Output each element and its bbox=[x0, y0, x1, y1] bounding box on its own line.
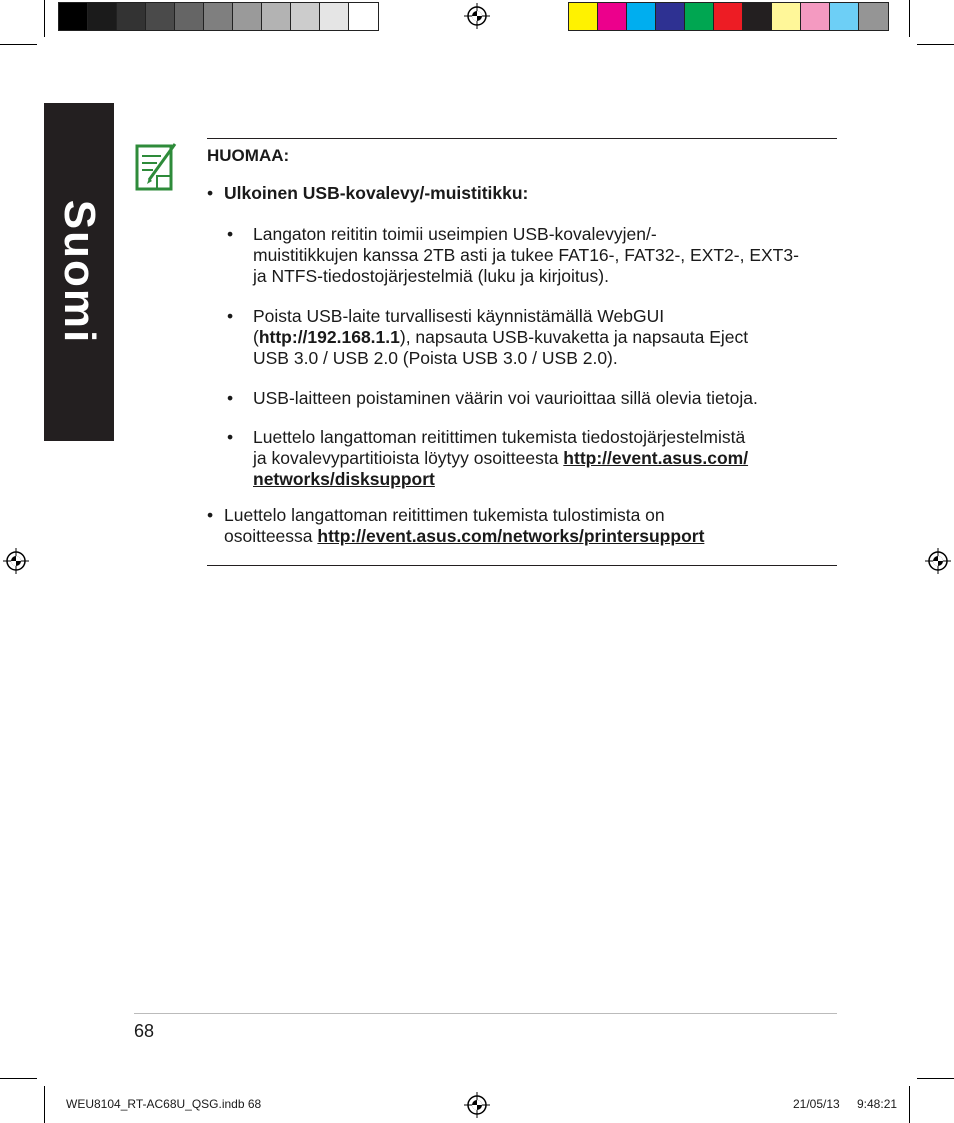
process-swatch bbox=[685, 3, 714, 30]
grayscale-swatch bbox=[175, 3, 204, 30]
disk-line-3 bbox=[253, 469, 843, 490]
crop-mark-bottom-left-v bbox=[44, 1086, 45, 1123]
process-swatch bbox=[627, 3, 656, 30]
note-title: HUOMAA: bbox=[207, 146, 290, 165]
registration-mark-top-icon bbox=[464, 3, 490, 29]
print-slug-filename: WEU8104_RT-AC68U_QSG.indb 68 bbox=[66, 1097, 262, 1111]
registration-mark-right-icon bbox=[925, 548, 951, 574]
bullet: • bbox=[207, 183, 214, 203]
crop-mark-bottom-left-h bbox=[0, 1078, 37, 1079]
compat-line-1: Langaton reititin toimii useimpien USB-kovalevyjen/- bbox=[253, 224, 657, 244]
usb-heading: Ulkoinen USB-kovalevy/-muistitikku: bbox=[224, 183, 529, 203]
webgui-url[interactable]: http://192.168.1.1 bbox=[258, 327, 400, 347]
page-footer-rule bbox=[134, 1013, 837, 1014]
bullet: • bbox=[227, 306, 234, 326]
grayscale-swatch bbox=[320, 3, 349, 30]
page-number: 68 bbox=[134, 1021, 155, 1041]
remove-text bbox=[253, 306, 843, 369]
process-swatch bbox=[656, 3, 685, 30]
grayscale-color-bar bbox=[58, 2, 379, 31]
grayscale-swatch bbox=[204, 3, 233, 30]
process-color-bar bbox=[568, 2, 889, 31]
crop-mark-top-right-v bbox=[909, 0, 910, 37]
registration-mark-left-icon bbox=[3, 548, 29, 574]
crop-mark-top-left-h bbox=[0, 44, 37, 45]
registration-mark-bottom-icon bbox=[464, 1092, 490, 1118]
process-swatch bbox=[714, 3, 743, 30]
print-slug-time: 9:48:21 bbox=[857, 1097, 898, 1111]
bullet: • bbox=[227, 388, 234, 408]
language-label: Suomi bbox=[55, 199, 104, 345]
crop-mark-bottom-right-h bbox=[917, 1078, 954, 1079]
paren-open: ( bbox=[253, 327, 259, 347]
note-top-rule bbox=[207, 138, 837, 139]
crop-mark-bottom-right-v bbox=[909, 1086, 910, 1123]
printer-support-link[interactable]: http://event.asus.com/networks/printersupport bbox=[317, 526, 705, 546]
print-slug-date: 21/05/13 bbox=[793, 1097, 840, 1111]
printer-support-text bbox=[224, 505, 834, 547]
process-swatch bbox=[830, 3, 859, 30]
bullet: • bbox=[227, 427, 234, 447]
crop-mark-top-right-h bbox=[917, 44, 954, 45]
remove-line-3: USB 3.0 / USB 2.0 (Poista USB 3.0 / USB 2.0). bbox=[253, 348, 618, 368]
crop-mark-top-left-v bbox=[44, 0, 45, 37]
language-side-tab bbox=[44, 103, 114, 441]
printer-line-2-prefix: osoitteessa bbox=[224, 526, 318, 546]
disk-support-link-part2[interactable]: networks/disksupport bbox=[253, 469, 435, 489]
bullet: • bbox=[207, 505, 214, 525]
remove-line-2-rest: ), napsauta USB-kuvaketta ja napsauta Eject bbox=[399, 327, 749, 347]
process-swatch bbox=[801, 3, 830, 30]
process-swatch bbox=[859, 3, 888, 30]
grayscale-swatch bbox=[117, 3, 146, 30]
disk-support-text bbox=[253, 427, 843, 490]
grayscale-swatch bbox=[262, 3, 291, 30]
note-pencil-icon bbox=[135, 140, 179, 192]
process-swatch bbox=[569, 3, 598, 30]
process-swatch bbox=[772, 3, 801, 30]
remove-line-1: Poista USB-laite turvallisesti käynnistämällä WebGUI bbox=[253, 306, 665, 326]
disk-line-2-prefix: ja kovalevypartitioista löytyy osoitteesta bbox=[253, 448, 564, 468]
grayscale-swatch bbox=[59, 3, 88, 30]
grayscale-swatch bbox=[233, 3, 262, 30]
grayscale-swatch bbox=[349, 3, 378, 30]
warning-text: USB-laitteen poistaminen väärin voi vaurioittaa sillä olevia tietoja. bbox=[253, 388, 758, 408]
grayscale-swatch bbox=[88, 3, 117, 30]
grayscale-swatch bbox=[291, 3, 320, 30]
disk-support-link-part1[interactable]: http://event.asus.com/ bbox=[563, 448, 749, 468]
note-bottom-rule bbox=[207, 565, 837, 566]
bullet: • bbox=[227, 224, 234, 244]
process-swatch bbox=[743, 3, 772, 30]
disk-line-2 bbox=[253, 448, 843, 469]
grayscale-swatch bbox=[146, 3, 175, 30]
disk-line-1: Luettelo langattoman reitittimen tukemista tiedostojärjestelmistä bbox=[253, 427, 746, 447]
process-swatch bbox=[598, 3, 627, 30]
printer-line-1: Luettelo langattoman reitittimen tukemista tulostimista on bbox=[224, 505, 665, 525]
remove-line-2 bbox=[253, 327, 843, 348]
compat-line-3: ja NTFS-tiedostojärjestelmiä (luku ja kirjoitus). bbox=[253, 266, 609, 286]
compat-line-2: muistitikkujen kanssa 2TB asti ja tukee FAT16-, FAT32-, EXT2-, EXT3- bbox=[253, 245, 799, 265]
printer-line-2 bbox=[224, 526, 834, 547]
compat-text bbox=[253, 224, 843, 287]
